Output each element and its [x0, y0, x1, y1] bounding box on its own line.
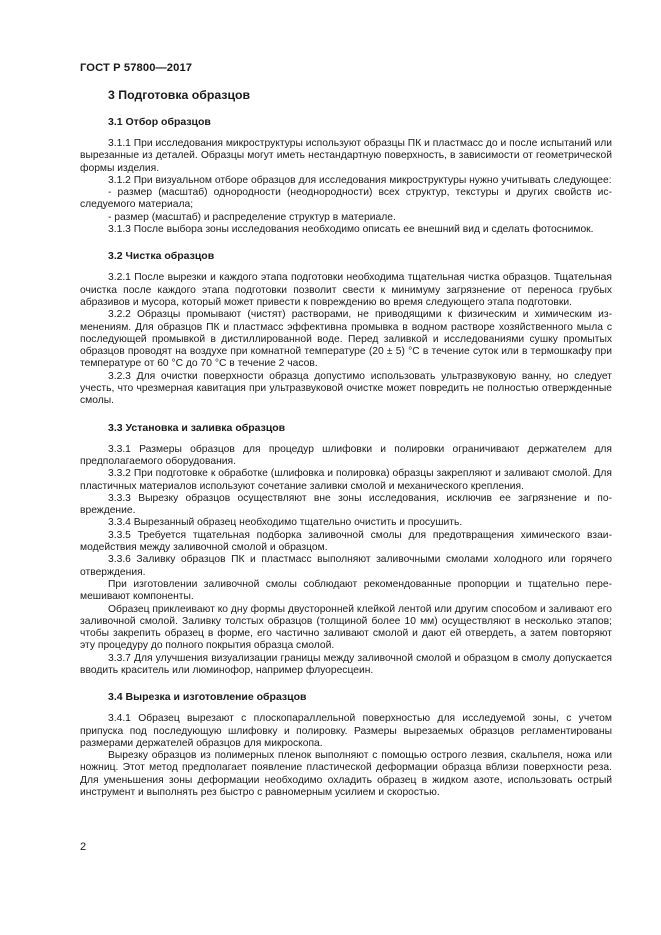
- paragraph-3-2-3: 3.2.3 Для очистки поверхности образца допустимо использовать ультразвуковую ванну, но следует учесть, что чрезмерная кавитация при ультразвуковой очистке может повредить не полностью отвержденные смолы.: [80, 370, 612, 407]
- paragraph-3-3-3: 3.3.3 Вырезку образцов осуществляют вне зоны исследования, исключив ее загрязнение и повреждение.: [80, 492, 612, 517]
- paragraph-3-1-2: 3.1.2 При визуальном отборе образцов для исследования микроструктуры нужно учитывать следующее:: [108, 174, 612, 186]
- paragraph-3-3-1: 3.3.1 Размеры образцов для процедур шлифовки и полировки ограничивают держателем для предполагаемого оборудования.: [80, 443, 612, 467]
- paragraph-3-4-1: 3.4.1 Образец вырезают с плоскопараллельной поверхностью для исследуемой зоны, с учетом припуска под последующую шлифовку и полировку. Размеры вырезаемых образцов регламентированы размерами держателей образцов для микроскопа.: [80, 713, 612, 749]
- paragraph-3-1-1: 3.1.1 При исследования микроструктуры используют образцы ПК и пластмасс до и после испытаний или вырезанные из деталей. Образцы могут иметь нестандартную поверхность, в зависимости от геометрической формы изделия.: [80, 138, 612, 174]
- standard-code-header: ГОСТ Р 57800—2017: [80, 62, 193, 74]
- paragraph-3-2-1: 3.2.1 После вырезки и каждого этапа подготовки необходима тщательная чистка образцов. Тщательная очистка после каждого этапа подготовки позволит свести к минимуму загрязнение от переноса грубых абразивов и мусора, который может привести к повреждению во время следующего этапа подготовки.: [80, 272, 612, 308]
- subsection-title-3-1: 3.1 Отбор образцов: [108, 116, 211, 128]
- paragraph-3-3-6: 3.3.6 Заливку образцов ПК и пластмасс выполняют заливочными смолами холодного или горячего отверждения.: [80, 554, 612, 578]
- subsection-title-3-3: 3.3 Установка и заливка образцов: [108, 421, 286, 434]
- paragraph-film-cutting: Вырезку образцов из полимерных пленок выполняют с помощью острого лезвия, скальпеля, ножа или ножниц. Этот метод предполагает появление пластической деформации образца вблизи поверхности реза. Для уменьшения зоны деформации необходимо охладить образец в жидком азоте, использовать острый инструмент и выполнять рез быстро с равномерным усилием и скоростью.: [80, 750, 612, 799]
- subsection-title-3-2: 3.2 Чистка образцов: [108, 250, 215, 263]
- paragraph-3-3-5: 3.3.5 Требуется тщательная подборка заливочной смолы для предотвращения химического взаимодействия между заливочной смолой и образцом.: [80, 529, 612, 554]
- page-number: 2: [80, 841, 87, 853]
- paragraph-3-3-7: 3.3.7 Для улучшения визуализации границы между заливочной смолой и образцом в смолу допускается вводить краситель или люминофор, например флуоресцеин.: [80, 652, 612, 676]
- paragraph-sample-mounting: Образец приклеивают ко дну формы двусторонней клейкой лентой или другим способом и заливают его заливочной смолой. Заливку толстых образцов (толщиной более 10 мм) осуществляют в несколько этапов; чтобы закрепить образец в форме, его частично заливают смолой и дают ей отвердеть, а затем повторяют эту процедуру до полного покрытия образца смолой.: [80, 603, 612, 652]
- section-title: 3 Подготовка образцов: [108, 88, 251, 102]
- paragraph-3-3-4: 3.3.4 Вырезанный образец необходимо тщательно очистить и просушить.: [108, 517, 463, 529]
- document-body: [80, 88, 612, 799]
- paragraph-3-1-3: 3.1.3 После выбора зоны исследования необходимо описать ее внешний вид и сделать фотоснимок.: [108, 224, 594, 236]
- bullet-item: - размер (масштаб) и распределение структур в материале.: [108, 211, 396, 223]
- paragraph-resin-preparation: При изготовлении заливочной смолы соблюдают рекомендованные пропорции и тщательно перемешивают компоненты.: [80, 578, 612, 603]
- paragraph-3-2-2: 3.2.2 Образцы промывают (чистят) растворами, не приводящими к физическим и химическим изменениям. Для образцов ПК и пластмасс эффективна промывка в водном растворе хозяйственного мыла с последующей промывкой в дистиллированной воде. Перед заливкой и исследованиями сушку промытых образцов проводят на воздухе при комнатной температуре (20 ± 5) °С в течение суток или в термошкафу при температуре от 60 °С до 70 °С в течение 2 часов.: [80, 309, 612, 370]
- subsection-title-3-4: 3.4 Вырезка и изготовление образцов: [108, 691, 307, 704]
- paragraph-3-3-2: 3.3.2 При подготовке к обработке (шлифовка и полировка) образцы закрепляют и заливают смолой. Для пластичных материалов используют сочетание заливки смолой и механического крепления.: [80, 468, 612, 492]
- bullet-item: - размер (масштаб) однородности (неоднородности) всех структур, текстуры и других свойств исследуемого материала;: [80, 187, 612, 211]
